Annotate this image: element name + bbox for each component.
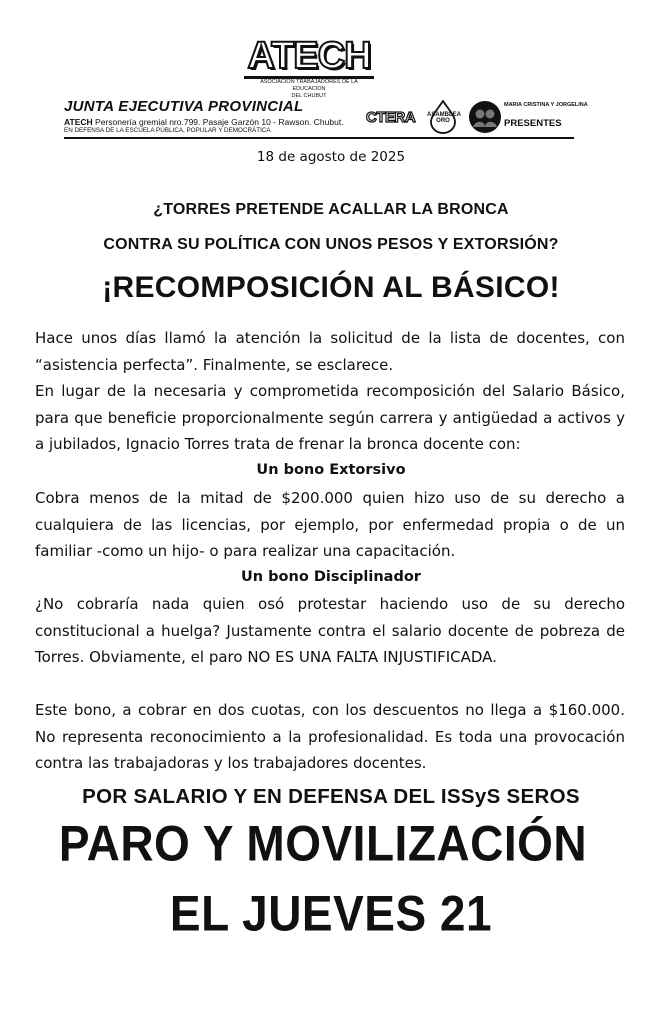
subhead-1: ¿TORRES PRETENDE ACALLAR LA BRONCA (153, 201, 509, 218)
bono-disciplinador-title: Un bono Disciplinador (241, 569, 421, 585)
header-divider (64, 137, 574, 139)
presentes-portrait-icon (468, 100, 502, 134)
presentes-names: MARIA CRISTINA Y JORGELINA (504, 102, 588, 108)
atech-logo-text: ATECH (244, 36, 374, 79)
paragraph-3: Cobra menos de la mitad de $200.000 quien hizo uso de su derecho a cualquiera de las licencias, por ejemplo, por enfermedad propia o de un familiar -como un hijo- o para realizar una capacitación. (35, 489, 625, 560)
address-text: Personería gremial nro.799. Pasaje Garzón 10 - Rawson. Chubut. (95, 117, 344, 127)
slogan: POR SALARIO Y EN DEFENSA DEL ISSyS SEROS (82, 785, 580, 808)
atech-logo-subtitle-2: DEL CHUBUT (291, 93, 327, 99)
atech-logo (244, 36, 374, 100)
subhead-2: CONTRA SU POLÍTICA CON UNOS PESOS Y EXTORSIÓN? (103, 236, 559, 253)
ctera-logo: CTERA (366, 109, 416, 126)
asamblea-logo-text: ASAMBLEA ORO (427, 112, 461, 124)
document-date: 18 de agosto de 2025 (256, 149, 406, 165)
strike-date: EL JUEVES 21 (169, 884, 493, 942)
paragraph-5: Este bono, a cobrar en dos cuotas, con los descuentos no llega a $160.000. No representa reconocimiento a la profesionalidad. Es toda una provocación contra las trabajadoras y los trabajadores docentes. (35, 701, 625, 772)
junta-address (64, 117, 344, 127)
strike-call: PARO Y MOVILIZACIÓN (58, 814, 588, 872)
presentes-label: PRESENTES (504, 118, 562, 129)
paragraph-1: Hace unos días llamó la atención la solicitud de la lista de docentes, con “asistencia perfecta”. Finalmente, se esclarece. (35, 329, 625, 374)
paragraph-4: ¿No cobraría nada quien osó protestar haciendo uso de su derecho constitucional a huelga? Justamente contra el salario docente de pobreza de Torres. Obviamente, el paro NO ES UNA FALTA INJUSTIFICADA. (35, 595, 625, 666)
bono-extorsivo-title: Un bono Extorsivo (256, 462, 406, 478)
address-org: ATECH (64, 117, 93, 127)
junta-motto: EN DEFENSA DE LA ESCUELA PÚBLICA, POPULAR Y DEMOCRÁTICA (64, 127, 271, 134)
main-title: ¡RECOMPOSICIÓN AL BÁSICO! (102, 271, 560, 304)
atech-logo-subtitle-1: ASOCIACION TRABAJADORES DE LA EDUCACION (260, 79, 358, 92)
junta-title: JUNTA EJECUTIVA PROVINCIAL (64, 98, 304, 115)
paragraph-2: En lugar de la necesaria y comprometida recomposición del Salario Básico, para que beneficie proporcionalmente según carrera y antigüedad a activos y a jubilados, Ignacio Torres trata de frenar la bronca docente con: (35, 382, 625, 453)
